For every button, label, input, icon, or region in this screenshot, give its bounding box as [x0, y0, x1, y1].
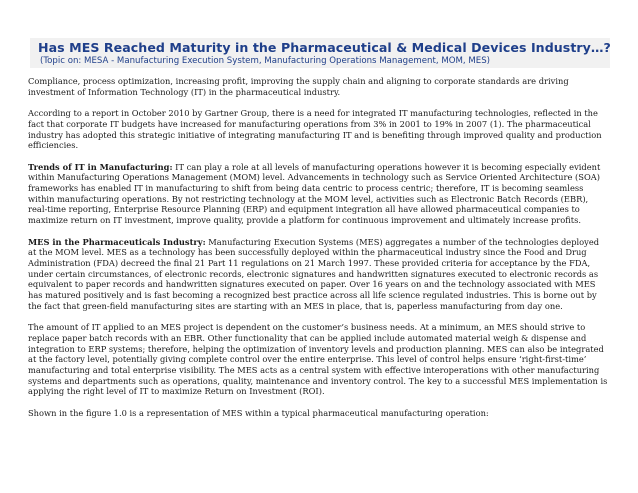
paragraph-lead: Trends of IT in Manufacturing:: [28, 161, 173, 172]
paragraph-text: According to a report in October 2010 by Gartner Group, there is a need for integrated IT manufacturing technologies, reflected in the fact that corporate IT budgets have increased for manufacturing operations from 3% in 2001 to 19% in 2007 (1). The pharmaceutical industry has adopted this strategic initiative of integrating manufacturing IT and is benefiting through improved quality and production efficiencies.: [28, 108, 602, 151]
article-body: [28, 76, 608, 429]
paragraph: [28, 322, 608, 397]
paragraph: [28, 237, 608, 312]
paragraph-text: IT can play a role at all levels of manufacturing operations however it is becoming especially evident within Manufacturing Operations Management (MOM) level. Advancements in technology such as Service Oriented Architecture (SOA) frameworks has enabled IT in manufacturing to shift from being data centric to process centric; therefore, IT is becoming seamless within manufacturing operations. By not restricting technology at the MOM level, activities such as Electronic Batch Records (EBR), real-time reporting, Enterprise Resource Planning (ERP) and equipment integration all have allowed pharmaceutical companies to maximize return on IT investment, improve quality, provide a platform for continuous improvement and ultimately increase profits.: [28, 161, 601, 226]
paragraph-text: The amount of IT applied to an MES project is dependent on the customer’s business needs. At a minimum, an MES should strive to replace paper batch records with an EBR. Other functionality that can be applied include automated material weigh & dispense and integration to ERP systems; therefore, helping the optimization of inventory levels and production planning. MES can also be integrated at the factory level, potentially giving complete control over the entire enterprise. This level of control helps ensure ‘right-first-time’ manufacturing and total enterprise visibility. The MES acts as a central system with effective interoperations with other manufacturing systems and departments such as operations, quality, maintenance and inventory control. The key to a successful MES implementation is applying the right level of IT to maximize Return on Investment (ROI).: [28, 322, 608, 397]
page-subtitle: (Topic on: MESA - Manufacturing Execution System, Manufacturing Operations Management, MOM, MES): [40, 56, 491, 66]
paragraph-text: Shown in the figure 1.0 is a representation of MES within a typical pharmaceutical manufacturing operation:: [28, 407, 489, 418]
paragraph: [28, 162, 608, 226]
paragraph-text: Manufacturing Execution Systems (MES) aggregates a number of the technologies deployed at the MOM level. MES as a technology has been successfully deployed within the pharmaceutical industry since the Food and Drug Administration (FDA) decreed the final 21 Part 11 regulations on 21 March 1997. These provided criteria for acceptance by the FDA, under certain circumstances, of electronic records, electronic signatures and handwritten signatures executed to electronic records as equivalent to paper records and handwritten signatures executed on paper. Over 16 years on and the technology associated with MES has matured positively and is fast becoming a recognized best practice across all life science regulated industries. This is borne out by the fact that green-field manufacturing sites are starting with an MES in place, that is, paperless manufacturing from day one.: [28, 236, 600, 311]
page-title: Has MES Reached Maturity in the Pharmaceutical & Medical Devices Industry…?: [38, 40, 611, 55]
paragraph: [28, 408, 608, 419]
paragraph: [28, 76, 608, 97]
paragraph-text: Compliance, process optimization, increasing profit, improving the supply chain and aligning to corporate standards are driving investment of Information Technology (IT) in the pharmaceutical industry.: [28, 76, 569, 97]
paragraph: [28, 108, 608, 151]
paragraph-lead: MES in the Pharmaceuticals Industry:: [28, 236, 206, 247]
